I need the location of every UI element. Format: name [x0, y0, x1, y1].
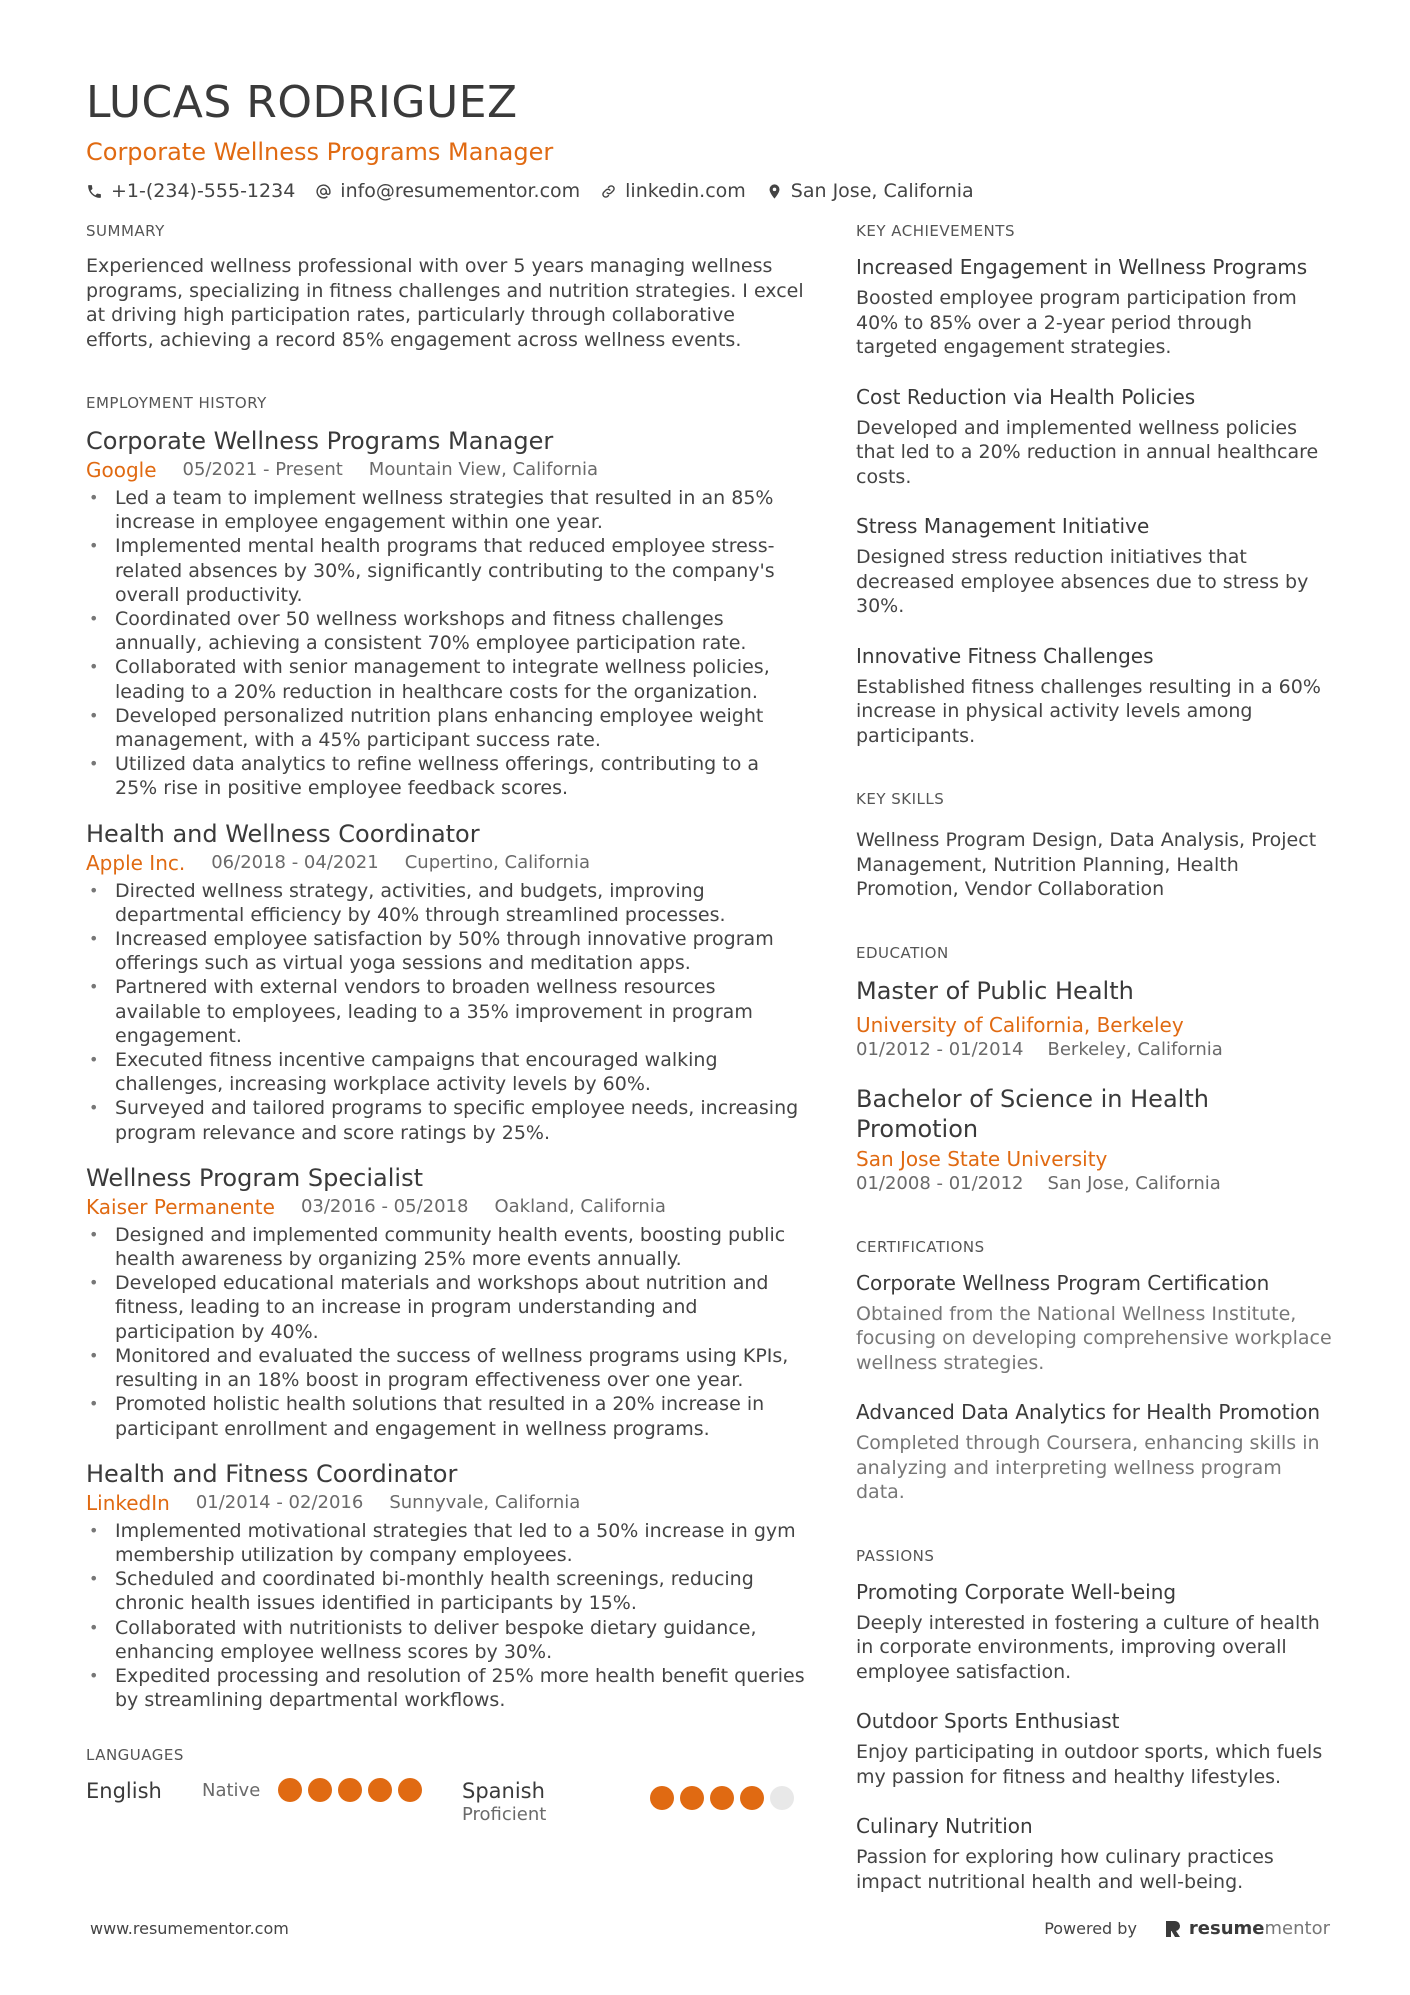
rating-dot-filled — [338, 1778, 362, 1802]
job-bullet: • Promoted holistic health solutions that resulted in a 20% increase in participant enrollment and engagement in wellness programs. — [86, 1392, 806, 1440]
language-name: English — [86, 1779, 162, 1804]
job-bullet: • Monitored and evaluated the success of wellness programs using KPIs, resulting in an 18% boost in program effectiveness over one year. — [86, 1344, 806, 1392]
job-entry — [86, 1163, 806, 1441]
job-bullet: • Led a team to implement wellness strategies that resulted in an 85% increase in employee engagement within one year. — [86, 486, 806, 534]
page-footer — [90, 1918, 1330, 1939]
job-title: Health and Fitness Coordinator — [86, 1459, 458, 1488]
passion-desc: Passion for exploring how culinary practices impact nutritional health and well-being. — [856, 1846, 1274, 1893]
footer-powered — [1044, 1918, 1330, 1939]
job-bullet: • Developed personalized nutrition plans enhancing employee weight management, with a 45% participant success rate. — [86, 704, 806, 752]
contact-email[interactable] — [315, 180, 580, 202]
job-dates: 06/2018 - 04/2021 — [211, 851, 379, 873]
contact-linkedin[interactable] — [600, 180, 746, 202]
job-location: Cupertino, California — [404, 851, 590, 873]
left-column — [86, 222, 806, 1825]
rating-dot-filled — [308, 1778, 332, 1802]
certification-desc: Obtained from the National Wellness Institute, focusing on developing comprehensive workplace wellness strategies. — [856, 1302, 1332, 1374]
language-level: Proficient — [462, 1804, 547, 1826]
achievement-item — [856, 643, 1336, 749]
job-company: Google — [86, 458, 157, 482]
job-bullets — [86, 1519, 806, 1713]
job-bullet: • Executed fitness incentive campaigns that encouraged walking challenges, increasing workplace activity levels by 60%. — [86, 1048, 806, 1096]
language-name-wrap — [462, 1778, 650, 1825]
rating-dot-filled — [368, 1778, 392, 1802]
skills-text: Wellness Program Design, Data Analysis, Project Management, Nutrition Planning, Health Promotion, Vendor Collaboration — [856, 829, 1317, 900]
job-bullet: • Directed wellness strategy, activities, and budgets, improving departmental efficiency by 40% through streamlined processes. — [86, 879, 806, 927]
job-location: Mountain View, California — [368, 459, 599, 480]
job-dates: 05/2021 - Present — [182, 459, 343, 480]
rating-dot-filled — [398, 1778, 422, 1802]
passion-item — [856, 1708, 1336, 1789]
language-rating — [278, 1778, 422, 1802]
job-meta — [86, 1195, 806, 1219]
achievement-title: Cost Reduction via Health Policies — [856, 384, 1196, 409]
passion-item — [856, 1579, 1336, 1685]
achievement-desc: Developed and implemented wellness policies that led to a 20% reduction in annual healthcare costs. — [856, 416, 1319, 488]
certification-desc: Completed through Coursera, enhancing skills in analyzing and interpreting wellness program data. — [856, 1432, 1320, 1503]
brand-light: mentor — [1264, 1918, 1330, 1939]
certification-title: Advanced Data Analytics for Health Promotion — [856, 1400, 1321, 1424]
job-title: Corporate Wellness Programs Manager — [86, 427, 554, 455]
job-dates: 01/2014 - 02/2016 — [195, 1491, 364, 1513]
job-bullet: • Collaborated with nutritionists to deliver bespoke dietary guidance, enhancing employee wellness scores by 30%. — [86, 1616, 806, 1664]
job-dates: 03/2016 - 05/2018 — [300, 1195, 469, 1217]
job-title: Wellness Program Specialist — [86, 1163, 423, 1192]
achievement-title: Innovative Fitness Challenges — [856, 643, 1154, 668]
job-bullet: • Expedited processing and resolution of 25% more health benefit queries by streamlining departmental workflows. — [86, 1664, 806, 1712]
language-level: Native — [202, 1780, 261, 1802]
education-dates: 01/2008 - 01/2012 — [856, 1172, 1024, 1194]
job-bullet: • Designed and implemented community health events, boosting public health awareness by organizing 25% more events annually. — [86, 1223, 806, 1271]
location-pin-icon — [766, 183, 783, 200]
rating-dot-empty — [770, 1786, 794, 1810]
education-dates: 01/2012 - 01/2014 — [856, 1038, 1024, 1060]
at-icon — [315, 183, 332, 200]
achievement-desc: Designed stress reduction initiatives that decreased employee absences due to stress by 30%. — [856, 546, 1309, 617]
employment-heading: EMPLOYMENT HISTORY — [86, 394, 267, 412]
language-name: Spanish — [462, 1779, 545, 1804]
link-icon — [600, 183, 617, 200]
job-bullet: • Utilized data analytics to refine wellness offerings, contributing to a 25% rise in positive employee feedback scores. — [86, 752, 806, 800]
education-degree: Bachelor of Science in Health Promotion — [856, 1084, 1209, 1143]
education-meta — [856, 1172, 1336, 1196]
job-company: LinkedIn — [86, 1490, 170, 1515]
certification-item — [856, 1270, 1336, 1376]
phone-icon — [86, 183, 103, 200]
education-location: Berkeley, California — [1047, 1038, 1223, 1060]
achievement-title: Stress Management Initiative — [856, 514, 1150, 538]
language-name-wrap — [86, 1778, 202, 1804]
job-bullet: • Collaborated with senior management to integrate wellness policies, leading to a 20% reduction in healthcare costs for the organization. — [86, 655, 806, 703]
job-location: Oakland, California — [494, 1195, 666, 1217]
passions-heading: PASSIONS — [856, 1546, 935, 1565]
resumementor-logo-icon — [1165, 1920, 1181, 1938]
job-bullet: • Coordinated over 50 wellness workshops and fitness challenges annually, achieving a consistent 70% employee participation rate. — [86, 607, 806, 655]
achievement-desc: Boosted employee program participation from 40% to 85% over a 2-year period through targeted engagement strategies. — [856, 287, 1297, 358]
job-company: Apple Inc. — [86, 850, 186, 875]
powered-by-label: Powered by — [1044, 1919, 1137, 1938]
brand-bold: resume — [1188, 1918, 1265, 1939]
achievement-title: Increased Engagement in Wellness Programs — [856, 255, 1308, 279]
resume-header — [86, 78, 1326, 202]
education-meta — [856, 1038, 1336, 1062]
languages-list — [86, 1778, 806, 1825]
rating-dot-filled — [710, 1786, 734, 1810]
job-bullets — [86, 486, 806, 801]
job-entry — [86, 426, 806, 801]
job-entry — [86, 819, 806, 1145]
education-item — [856, 976, 1336, 1062]
rating-dot-filled — [278, 1778, 302, 1802]
rating-dot-filled — [740, 1786, 764, 1810]
job-bullet: • Scheduled and coordinated bi-monthly health screenings, reducing chronic health issues identified in participants by 15%. — [86, 1567, 806, 1615]
passion-desc: Enjoy participating in outdoor sports, which fuels my passion for fitness and healthy lifestyles. — [856, 1741, 1323, 1788]
job-bullet: • Surveyed and tailored programs to specific employee needs, increasing program relevance and score ratings by 25%. — [86, 1096, 806, 1144]
footer-url[interactable]: www.resumementor.com — [90, 1919, 289, 1938]
location-text: San Jose, California — [790, 180, 974, 202]
certifications-heading: CERTIFICATIONS — [856, 1237, 985, 1256]
achievement-item — [856, 513, 1336, 619]
summary-text: Experienced wellness professional with over 5 years managing wellness programs, specializing in fitness challenges and nutrition strategies. I excel at driving high participation rates, particularly through collaborative efforts, achieving a record 85% engagement across wellness events. — [86, 255, 804, 351]
achievements-heading: KEY ACHIEVEMENTS — [856, 222, 1015, 240]
candidate-name: LUCAS RODRIGUEZ — [86, 77, 518, 128]
education-school: University of California, Berkeley — [856, 1012, 1184, 1037]
rating-dot-filled — [650, 1786, 674, 1810]
job-meta — [86, 1491, 806, 1515]
job-company: Kaiser Permanente — [86, 1194, 275, 1219]
education-item — [856, 1084, 1336, 1196]
job-title: Health and Wellness Coordinator — [86, 819, 480, 848]
passion-title: Culinary Nutrition — [856, 1814, 1033, 1838]
summary-heading: SUMMARY — [86, 222, 165, 240]
phone-text: +1-(234)-555-1234 — [111, 180, 296, 202]
language-item — [462, 1778, 794, 1825]
job-bullets — [86, 879, 806, 1145]
skills-heading: KEY SKILLS — [856, 790, 945, 808]
job-bullet: • Partnered with external vendors to broaden wellness resources available to employees, leading to a 35% improvement in program engagement. — [86, 975, 806, 1048]
job-meta — [86, 851, 806, 875]
contact-phone[interactable] — [86, 180, 295, 202]
job-bullet: • Implemented mental health programs that reduced employee stress-related absences by 30%, significantly contributing to the company's overall productivity. — [86, 534, 806, 607]
achievement-item — [856, 384, 1336, 490]
contact-location — [766, 180, 974, 202]
passion-title: Promoting Corporate Well-being — [856, 1579, 1177, 1604]
job-bullet: • Developed educational materials and workshops about nutrition and fitness, leading to an increase in program understanding and participation by 40%. — [86, 1271, 806, 1344]
certification-title: Corporate Wellness Program Certification — [856, 1270, 1270, 1295]
education-degree: Master of Public Health — [856, 976, 1134, 1005]
right-column — [856, 222, 1336, 1918]
job-location: Sunnyvale, California — [389, 1491, 581, 1513]
candidate-role: Corporate Wellness Programs Manager — [86, 138, 554, 166]
certification-item — [856, 1399, 1336, 1505]
job-bullets — [86, 1223, 806, 1441]
job-meta — [86, 458, 806, 482]
job-entry — [86, 1459, 806, 1713]
job-bullet: • Increased employee satisfaction by 50% through innovative program offerings such as virtual yoga sessions and meditation apps. — [86, 927, 806, 975]
passion-desc: Deeply interested in fostering a culture of health in corporate environments, improving overall employee satisfaction. — [856, 1611, 1320, 1683]
achievement-item — [856, 254, 1336, 360]
language-item — [86, 1778, 462, 1804]
brand-logo[interactable] — [1165, 1918, 1330, 1939]
achievement-desc: Established fitness challenges resulting in a 60% increase in physical activity levels among participants. — [856, 675, 1321, 747]
email-text: info@resumementor.com — [340, 180, 581, 202]
contact-bar — [86, 180, 1326, 202]
language-rating — [650, 1786, 794, 1810]
rating-dot-filled — [680, 1786, 704, 1810]
linkedin-text: linkedin.com — [625, 180, 746, 202]
education-location: San Jose, California — [1047, 1172, 1221, 1194]
job-bullet: • Implemented motivational strategies that led to a 50% increase in gym membership utilization by company employees. — [86, 1519, 806, 1567]
passion-item — [856, 1813, 1336, 1894]
languages-heading: LANGUAGES — [86, 1746, 184, 1765]
education-heading: EDUCATION — [856, 943, 949, 962]
passion-title: Outdoor Sports Enthusiast — [856, 1709, 1120, 1733]
education-school: San Jose State University — [856, 1146, 1108, 1171]
